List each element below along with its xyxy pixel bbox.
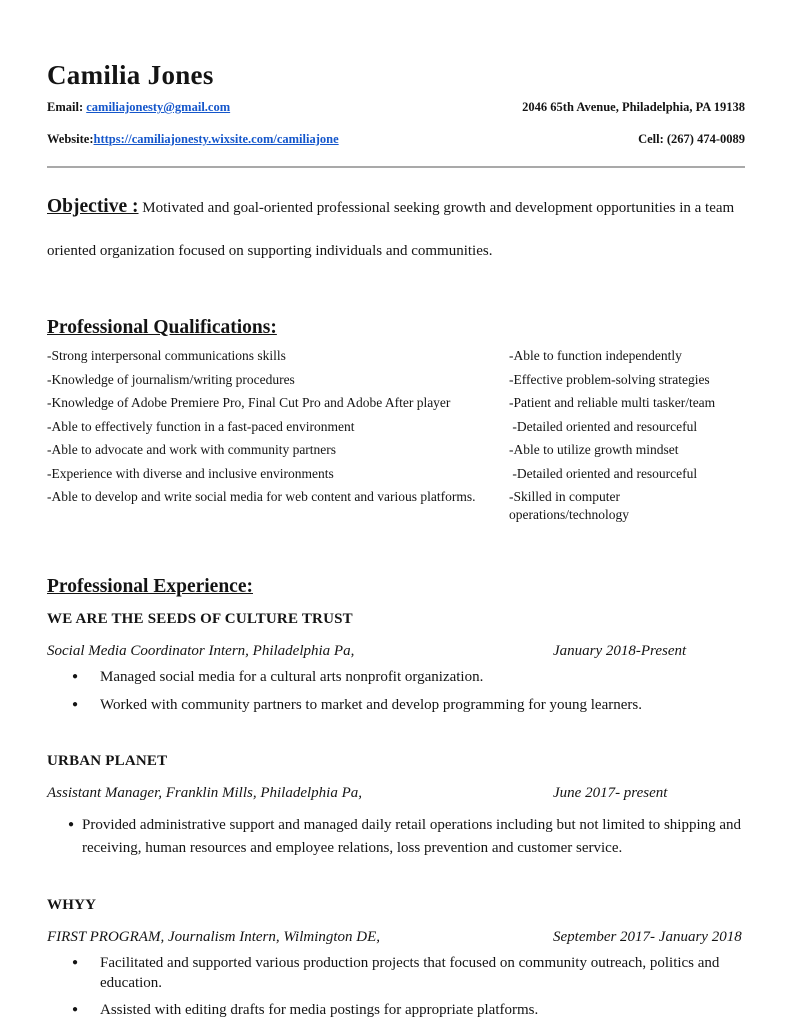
website-link[interactable]: https://camiliajonesty.wixsite.com/camiliajone: [93, 132, 339, 146]
job-title: Assistant Manager, Franklin Mills, Philadelphia Pa,: [47, 785, 362, 802]
qualification-item: -Knowledge of journalism/writing procedures: [47, 371, 295, 387]
job-dates: June 2017- present: [553, 785, 668, 802]
website-line: [47, 132, 339, 147]
bullet-icon: ●: [68, 819, 75, 831]
bullet-item: [47, 696, 745, 716]
bullet-item: [47, 1001, 745, 1021]
contact-row-1: [47, 100, 745, 115]
objective-heading: Objective :: [47, 196, 139, 217]
job-title-line: [47, 929, 745, 946]
bullet-item: [47, 954, 745, 993]
qualifications-list: [47, 347, 745, 529]
bullet-text: Facilitated and supported various production projects that focused on community outreach, politics and education.: [100, 955, 720, 991]
objective-text: Motivated and goal-oriented professional seeking growth and development opportunities in a team oriented organization focused on supporting individuals and communities.: [47, 200, 735, 259]
contact-row-2: [47, 132, 745, 147]
job-bullets: [47, 814, 745, 859]
company-name: WHYY: [47, 897, 97, 914]
qualification-item: -Able to advocate and work with community partners: [47, 442, 337, 458]
qualification-item: -Able to develop and write social media for web content and various platforms.: [47, 489, 476, 505]
qualification-item: -Skilled in computer operations/technology: [509, 489, 629, 522]
bullet-icon: ●: [72, 1004, 79, 1016]
job-title: FIRST PROGRAM, Journalism Intern, Wilmington DE,: [47, 929, 381, 946]
experience-heading: Professional Experience:: [47, 576, 253, 598]
job-dates: September 2017- January 2018: [553, 929, 742, 946]
website-label: Website:: [47, 132, 94, 146]
qualification-item: -Effective problem-solving strategies: [509, 371, 710, 387]
qualification-item: -Detailed oriented and resourceful: [509, 465, 698, 481]
job-entry: [47, 611, 745, 715]
qualification-item: -Able to effectively function in a fast-paced environment: [47, 418, 355, 434]
qualification-item: -Experience with diverse and inclusive environments: [47, 465, 334, 481]
bullet-icon: ●: [72, 957, 79, 969]
job-title-line: [47, 643, 745, 660]
job-dates: January 2018-Present: [553, 643, 687, 660]
email-label: Email:: [47, 100, 84, 114]
company-name: URBAN PLANET: [47, 753, 168, 770]
job-title-line: [47, 785, 745, 802]
bullet-icon: ●: [72, 671, 79, 683]
qualification-item: -Patient and reliable multi tasker/team: [509, 395, 716, 411]
qualifications-heading: Professional Qualifications:: [47, 316, 277, 338]
job-entry: [47, 897, 745, 1021]
qualification-item: -Knowledge of Adobe Premiere Pro, Final Cut Pro and Adobe After player: [47, 395, 451, 411]
email-line: [47, 100, 230, 115]
job-bullets: [47, 954, 745, 1021]
address: 2046 65th Avenue, Philadelphia, PA 19138: [522, 100, 745, 114]
bullet-text: Assisted with editing drafts for media postings for appropriate platforms.: [100, 1002, 539, 1019]
job-title: Social Media Coordinator Intern, Philadelphia Pa,: [47, 643, 355, 660]
cell-number: Cell: (267) 474-0089: [638, 132, 745, 146]
objective-section: [47, 182, 745, 270]
bullet-text: Worked with community partners to market and develop programming for young learners.: [100, 696, 642, 713]
person-name: Camilia Jones: [47, 60, 214, 90]
header-divider: [47, 166, 745, 168]
company-name: WE ARE THE SEEDS OF CULTURE TRUST: [47, 611, 353, 628]
qualification-item: -Able to function independently: [509, 347, 682, 363]
bullet-icon: ●: [72, 698, 79, 710]
qualification-item: -Detailed oriented and resourceful: [509, 418, 698, 434]
job-entry: [47, 753, 745, 859]
qualification-item: -Strong interpersonal communications skills: [47, 347, 286, 363]
bullet-text: Managed social media for a cultural arts nonprofit organization.: [100, 669, 484, 686]
job-bullets: [47, 668, 745, 715]
bullet-item: [47, 814, 745, 859]
bullet-item: [47, 668, 745, 688]
header: [47, 60, 745, 147]
qualification-item: -Able to utilize growth mindset: [509, 442, 679, 458]
bullet-text: Provided administrative support and managed daily retail operations including but not limited to shipping and receiving, human resources and employee relations, loss prevention and customer service.: [82, 817, 742, 856]
email-link[interactable]: camiliajonesty@gmail.com: [86, 100, 231, 114]
